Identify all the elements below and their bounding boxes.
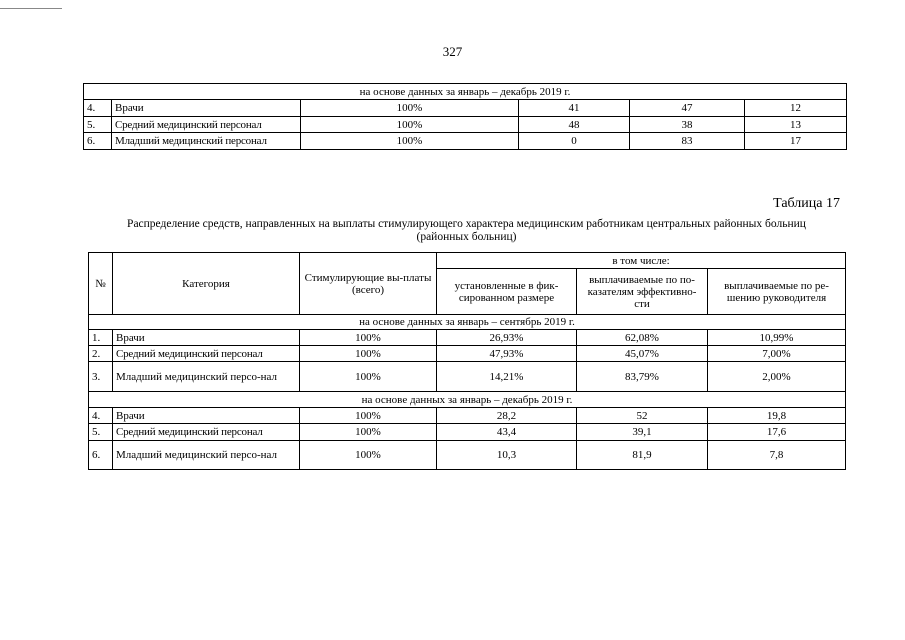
corner-rule <box>0 8 62 9</box>
row-efficiency: 83,79% <box>577 362 708 392</box>
table-row <box>89 346 846 362</box>
row-total: 100% <box>301 100 519 117</box>
header-row <box>89 253 846 269</box>
row-total: 100% <box>300 346 437 362</box>
row-fixed: 43,4 <box>437 424 577 441</box>
row-fixed: 48 <box>519 117 630 133</box>
table-row <box>89 424 846 441</box>
caption-line-2: (районных больниц) <box>416 231 517 243</box>
row-fixed: 14,21% <box>437 362 577 392</box>
row-category: Врачи <box>113 408 300 424</box>
row-manager: 10,99% <box>708 330 846 346</box>
header-category: Категория <box>113 253 300 315</box>
row-fixed: 10,3 <box>437 441 577 470</box>
header-num: № <box>89 253 113 315</box>
row-category: Средний медицинский персонал <box>113 424 300 441</box>
row-manager: 2,00% <box>708 362 846 392</box>
row-efficiency: 81,9 <box>577 441 708 470</box>
row-fixed: 26,93% <box>437 330 577 346</box>
row-number: 4. <box>84 100 112 117</box>
row-fixed: 47,93% <box>437 346 577 362</box>
table-caption <box>88 218 845 244</box>
row-number: 3. <box>89 362 113 392</box>
table-row <box>84 133 847 150</box>
row-efficiency: 52 <box>577 408 708 424</box>
row-manager: 7,00% <box>708 346 846 362</box>
row-manager: 17,6 <box>708 424 846 441</box>
table-row <box>89 330 846 346</box>
row-total: 100% <box>301 117 519 133</box>
row-manager: 19,8 <box>708 408 846 424</box>
section-header: на основе данных за январь – декабрь 2019 г. <box>89 392 846 408</box>
row-total: 100% <box>301 133 519 150</box>
row-number: 2. <box>89 346 113 362</box>
row-number: 5. <box>89 424 113 441</box>
section-header-row <box>84 84 847 100</box>
row-manager: 17 <box>745 133 847 150</box>
header-total: Стимулирующие вы-платы (всего) <box>300 253 437 315</box>
row-total: 100% <box>300 424 437 441</box>
table-row <box>89 441 846 470</box>
row-fixed: 28,2 <box>437 408 577 424</box>
row-efficiency: 38 <box>630 117 745 133</box>
table-row <box>89 362 846 392</box>
caption-line-1: Распределение средств, направленных на выплаты стимулирующего характера медицинским работникам центральных районных больниц <box>127 218 806 230</box>
row-category: Врачи <box>113 330 300 346</box>
table-17 <box>88 252 846 470</box>
table-row <box>84 100 847 117</box>
row-manager: 13 <box>745 117 847 133</box>
row-number: 1. <box>89 330 113 346</box>
section-header-row <box>89 315 846 330</box>
header-including: в том числе: <box>437 253 846 269</box>
row-efficiency: 45,07% <box>577 346 708 362</box>
page-number: 327 <box>442 44 463 59</box>
row-manager: 12 <box>745 100 847 117</box>
row-efficiency: 47 <box>630 100 745 117</box>
row-category: Младший медицинский персо-нал <box>113 441 300 470</box>
table-row <box>89 408 846 424</box>
row-efficiency: 39,1 <box>577 424 708 441</box>
row-number: 6. <box>84 133 112 150</box>
row-total: 100% <box>300 330 437 346</box>
row-number: 5. <box>84 117 112 133</box>
row-efficiency: 62,08% <box>577 330 708 346</box>
section-header-row <box>89 392 846 408</box>
section-header: на основе данных за январь – декабрь 2019 г. <box>84 84 847 100</box>
row-category: Младший медицинский персо-нал <box>113 362 300 392</box>
section-header: на основе данных за январь – сентябрь 2019 г. <box>89 315 846 330</box>
continuation-table <box>83 83 847 150</box>
header-fixed: установленные в фик-сированном размере <box>437 269 577 315</box>
row-efficiency: 83 <box>630 133 745 150</box>
row-fixed: 0 <box>519 133 630 150</box>
header-manager: выплачиваемые по ре-шению руководителя <box>708 269 846 315</box>
row-fixed: 41 <box>519 100 630 117</box>
row-category: Врачи <box>112 100 301 117</box>
table-row <box>84 117 847 133</box>
row-number: 4. <box>89 408 113 424</box>
row-category: Средний медицинский персонал <box>112 117 301 133</box>
row-total: 100% <box>300 362 437 392</box>
row-total: 100% <box>300 441 437 470</box>
row-manager: 7,8 <box>708 441 846 470</box>
row-category: Младший медицинский персонал <box>112 133 301 150</box>
table-label: Таблица 17 <box>773 196 840 211</box>
row-category: Средний медицинский персонал <box>113 346 300 362</box>
header-efficiency: выплачиваемые по по-казателям эффективно-сти <box>577 269 708 315</box>
row-number: 6. <box>89 441 113 470</box>
row-total: 100% <box>300 408 437 424</box>
